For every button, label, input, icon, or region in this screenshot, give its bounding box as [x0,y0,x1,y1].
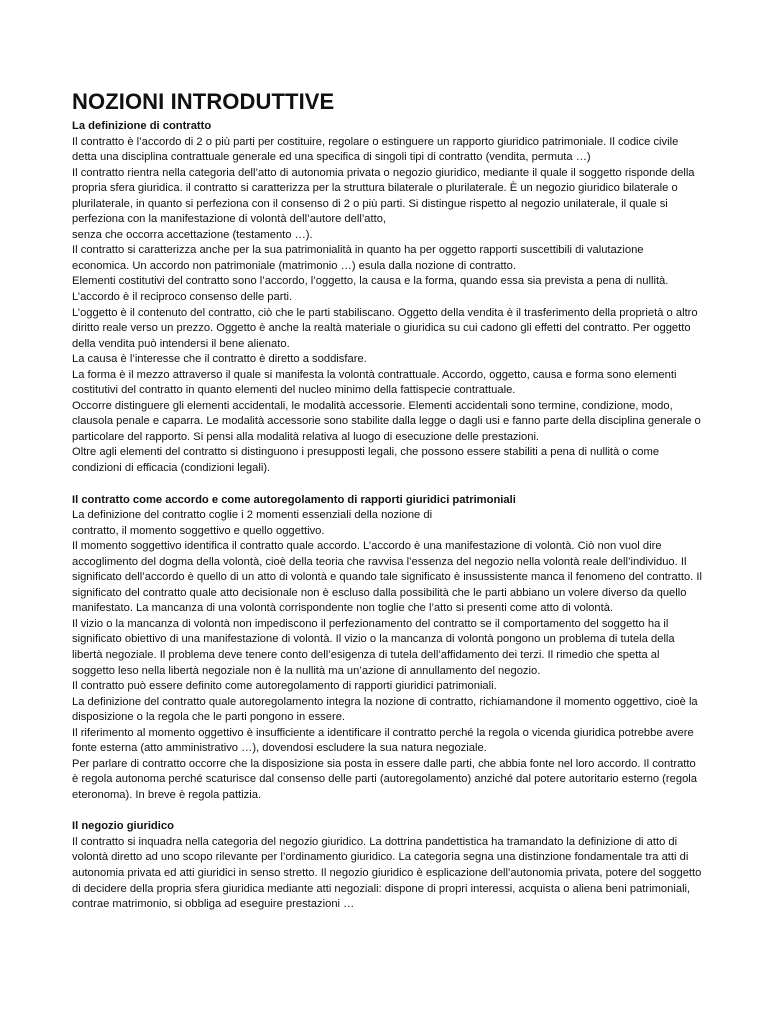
document-title: NOZIONI INTRODUTTIVE [72,89,335,114]
section-definizione-contratto [72,119,702,477]
paragraph: Il contratto si inquadra nella categoria del negozio giuridico. La dottrina pandettistica ha tramandato la definizione di atto di volontà diretto ad uno scopo rilevante per l’ordinamento giuridico. La categoria segna una distinzione fondamentale tra atti di autonomia privata ed atti giuridici in senso stretto. Il negozio giuridico è esplicazione dell’autonomia privata, potere del soggetto di decidere della propria sfera giuridica mediante atti negoziali: dispone di propri interessi, acquista o aliena beni patrimoniali, contrae matrimonio, si obbliga ad eseguire prestazioni … [72,835,702,911]
paragraph: Il momento soggettivo identifica il contratto quale accordo. L’accordo è una manifestazione di volontà. Ciò non vuol dire accoglimento del dogma della volontà, cioè della teoria che ravvisa l’essenza del negozio nella volontà reale dell’individuo. Il significato dell’accordo è quello di un atto di volontà e quando tale significato è insussistente manca il fenomeno del contratto. Il significato del contratto quale atto decisionale non è escluso dalla possibilità che le parti abbiano un volere diverso da quello manifestato. La mancanza di una volontà corrispondente non toglie che l’atto si presenti come atto di volontà. [72,540,702,615]
section-heading: Il contratto come accordo e come autoregolamento di rapporti giuridici patrimoniali [72,493,516,506]
paragraph: Per parlare di contratto occorre che la disposizione sia posta in essere dalle parti, che abbia fonte nel loro accordo. Il contratto è regola autonoma perché scaturisce dal consenso delle parti (autoregolamento) anziché dal potere autoritario esterno (regola eteronoma). In breve è regola pattizia. [72,757,698,801]
section-heading: La definizione di contratto [72,120,212,132]
paragraph: L’accordo è il reciproco consenso delle parti. [72,290,293,303]
paragraph: Il contratto rientra nella categoria dell’atto di autonomia privata o negozio giuridico, mediante il quale il soggetto risponde della propria sfera giuridica. il contratto si caratterizza per la struttura bilaterale o plurilaterale. È un negozio giuridico bilaterale o plurilaterale, in quanto si perfeziona con il consenso di 2 o più parti. Si distingue rispetto al negozio unilaterale, il quale si perfeziona con la manifestazione di volontà dell’autore dell’atto, [72,166,695,226]
paragraph: Il contratto è l’accordo di 2 o più parti per costituire, regolare o estinguere un rapporto giuridico patrimoniale. Il codice civile detta una disciplina contrattuale generale ed una specifica di singoli tipi di contratto (vendita, permuta …) [72,135,679,164]
paragraph: L’oggetto è il contenuto del contratto, ciò che le parti stabiliscano. Oggetto della vendita è il trasferimento della proprietà o altro diritto reale verso un prezzo. Oggetto è anche la realtà materiale o giuridica su cui cadono gli effetti del contratto. Per oggetto della vendita può intendersi il bene alienato. [72,306,698,350]
section-accordo-autoregolamento [72,493,702,804]
paragraph: contratto, il momento soggettivo e quello oggettivo. [72,524,325,537]
paragraph: La causa è l’interesse che il contratto è diretto a soddisfare. [72,353,367,366]
paragraph: senza che occorra accettazione (testamento …). [72,228,313,241]
paragraph: La definizione del contratto coglie i 2 momenti essenziali della nozione di [72,509,433,522]
paragraph: Il contratto può essere definito come autoregolamento di rapporti giuridici patrimoniali. [72,680,497,693]
paragraph: La definizione del contratto quale autoregolamento integra la nozione di contratto, richiamandone il momento oggettivo, cioè la disposizione o la regola che le parti pongono in essere. [72,695,698,724]
section-heading: Il negozio giuridico [72,820,174,833]
paragraph: Il riferimento al momento oggettivo è insufficiente a identificare il contratto perché la regola o vicenda giuridica potrebbe avere fonte esterna (atto amministrativo …), dovendosi escludere la sua natura negoziale. [72,726,694,755]
paragraph: Occorre distinguere gli elementi accidentali, le modalità accessorie. Elementi accidentali sono termine, condizione, modo, clausola penale e caparra. Le modalità accessorie sono stabilite dalla legge o dagli usi e fanno parte della disciplina generale o particolare del rapporto. Si pensi alla modalità relativa al luogo di esecuzione delle prestazioni. [72,399,701,443]
paragraph: Oltre agli elementi del contratto si distinguono i presupposti legali, che possono essere stabiliti a pena di nullità o come condizioni di efficacia (condizioni legali). [72,446,660,474]
section-negozio-giuridico [72,819,702,912]
paragraph: Il vizio o la mancanza di volontà non impediscono il perfezionamento del contratto se il comportamento del soggetto ha il significato obiettivo di una manifestazione di volontà. Il vizio o la mancanza di volontà pongono un problema di tutela della libertà negoziale. Il problema deve tenere conto dell’esigenza di tutela dell’affidamento dei terzi. Il rimedio che spetta al soggetto leso nella libertà negoziale non è la nullità ma un’azione di annullamento del negozio. [72,617,675,677]
paragraph: Il contratto si caratterizza anche per la sua patrimonialità in quanto ha per oggetto rapporti suscettibili di valutazione economica. Un accordo non patrimoniale (matrimonio …) esula dalla nozione di contratto. [72,244,644,272]
paragraph: La forma è il mezzo attraverso il quale si manifesta la volontà contrattuale. Accordo, oggetto, causa e forma sono elementi costitutivi del contratto in quanto elementi del nucleo minimo della fattispecie contrattuale. [72,368,677,397]
paragraph: Elementi costitutivi del contratto sono l’accordo, l’oggetto, la causa e la forma, quando essa sia prevista a pena di nullità. [72,275,669,288]
document-page [72,88,702,929]
